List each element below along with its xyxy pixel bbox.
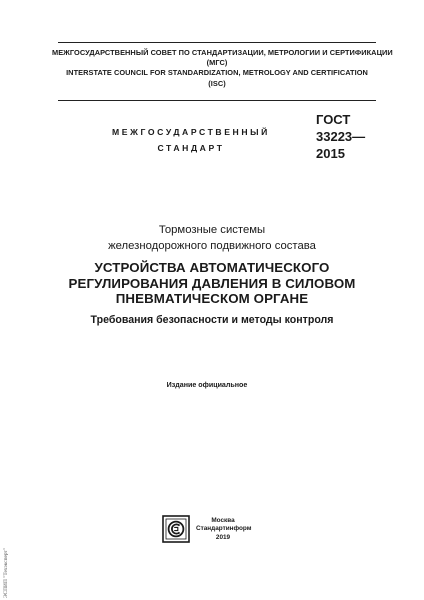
council-name-en: INTERSTATE COUNCIL FOR STANDARDIZATION, METROLOGY AND CERTIFICATION [66,68,368,78]
council-name-ru: МЕЖГОСУДАРСТВЕННЫЙ СОВЕТ ПО СТАНДАРТИЗАЦИИ, МЕТРОЛОГИИ И СЕРТИФИКАЦИИ [52,48,393,57]
requirements-subtitle: Требования безопасности и методы контроля [90,313,334,326]
gost-number: 33223— [316,129,366,144]
council-abbr-ru: (МГС) [206,58,228,68]
edition-note: Издание официальное [166,381,248,389]
main-title [40,260,384,307]
document-title-block [40,222,384,327]
subject-area-line2: железнодорожного подвижного состава [108,240,316,252]
gost-label: ГОСТ [316,112,351,127]
standard-kind-line2: СТАНДАРТ [157,143,225,153]
main-title-line2: РЕГУЛИРОВАНИЯ ДАВЛЕНИЯ В СИЛОВОМ [68,275,356,291]
standard-kind [96,124,286,156]
gost-designation [316,111,365,162]
side-watermark-note: ЭСПИП "Техэксперт" [3,547,9,598]
main-title-line3: ПНЕВМАТИЧЕСКОМ ОРГАНЕ [115,291,309,307]
council-header [52,48,393,89]
publisher-block [196,517,250,542]
subject-area-line1: Тормозные системы [158,224,266,236]
council-abbr-en: (ISC) [208,78,226,88]
header-divider [58,100,376,101]
standard-kind-line1: МЕЖГОСУДАРСТВЕННЫЙ [112,127,270,137]
standartinform-logo-icon [162,515,190,543]
top-divider [58,42,376,43]
main-title-line1: УСТРОЙСТВА АВТОМАТИЧЕСКОГО [94,260,330,275]
publisher-city: Москва [211,517,235,524]
publisher-name: Стандартинформ [196,525,252,533]
gost-year: 2015 [316,146,345,161]
publisher-year: 2019 [215,533,231,541]
subject-area [40,222,384,254]
